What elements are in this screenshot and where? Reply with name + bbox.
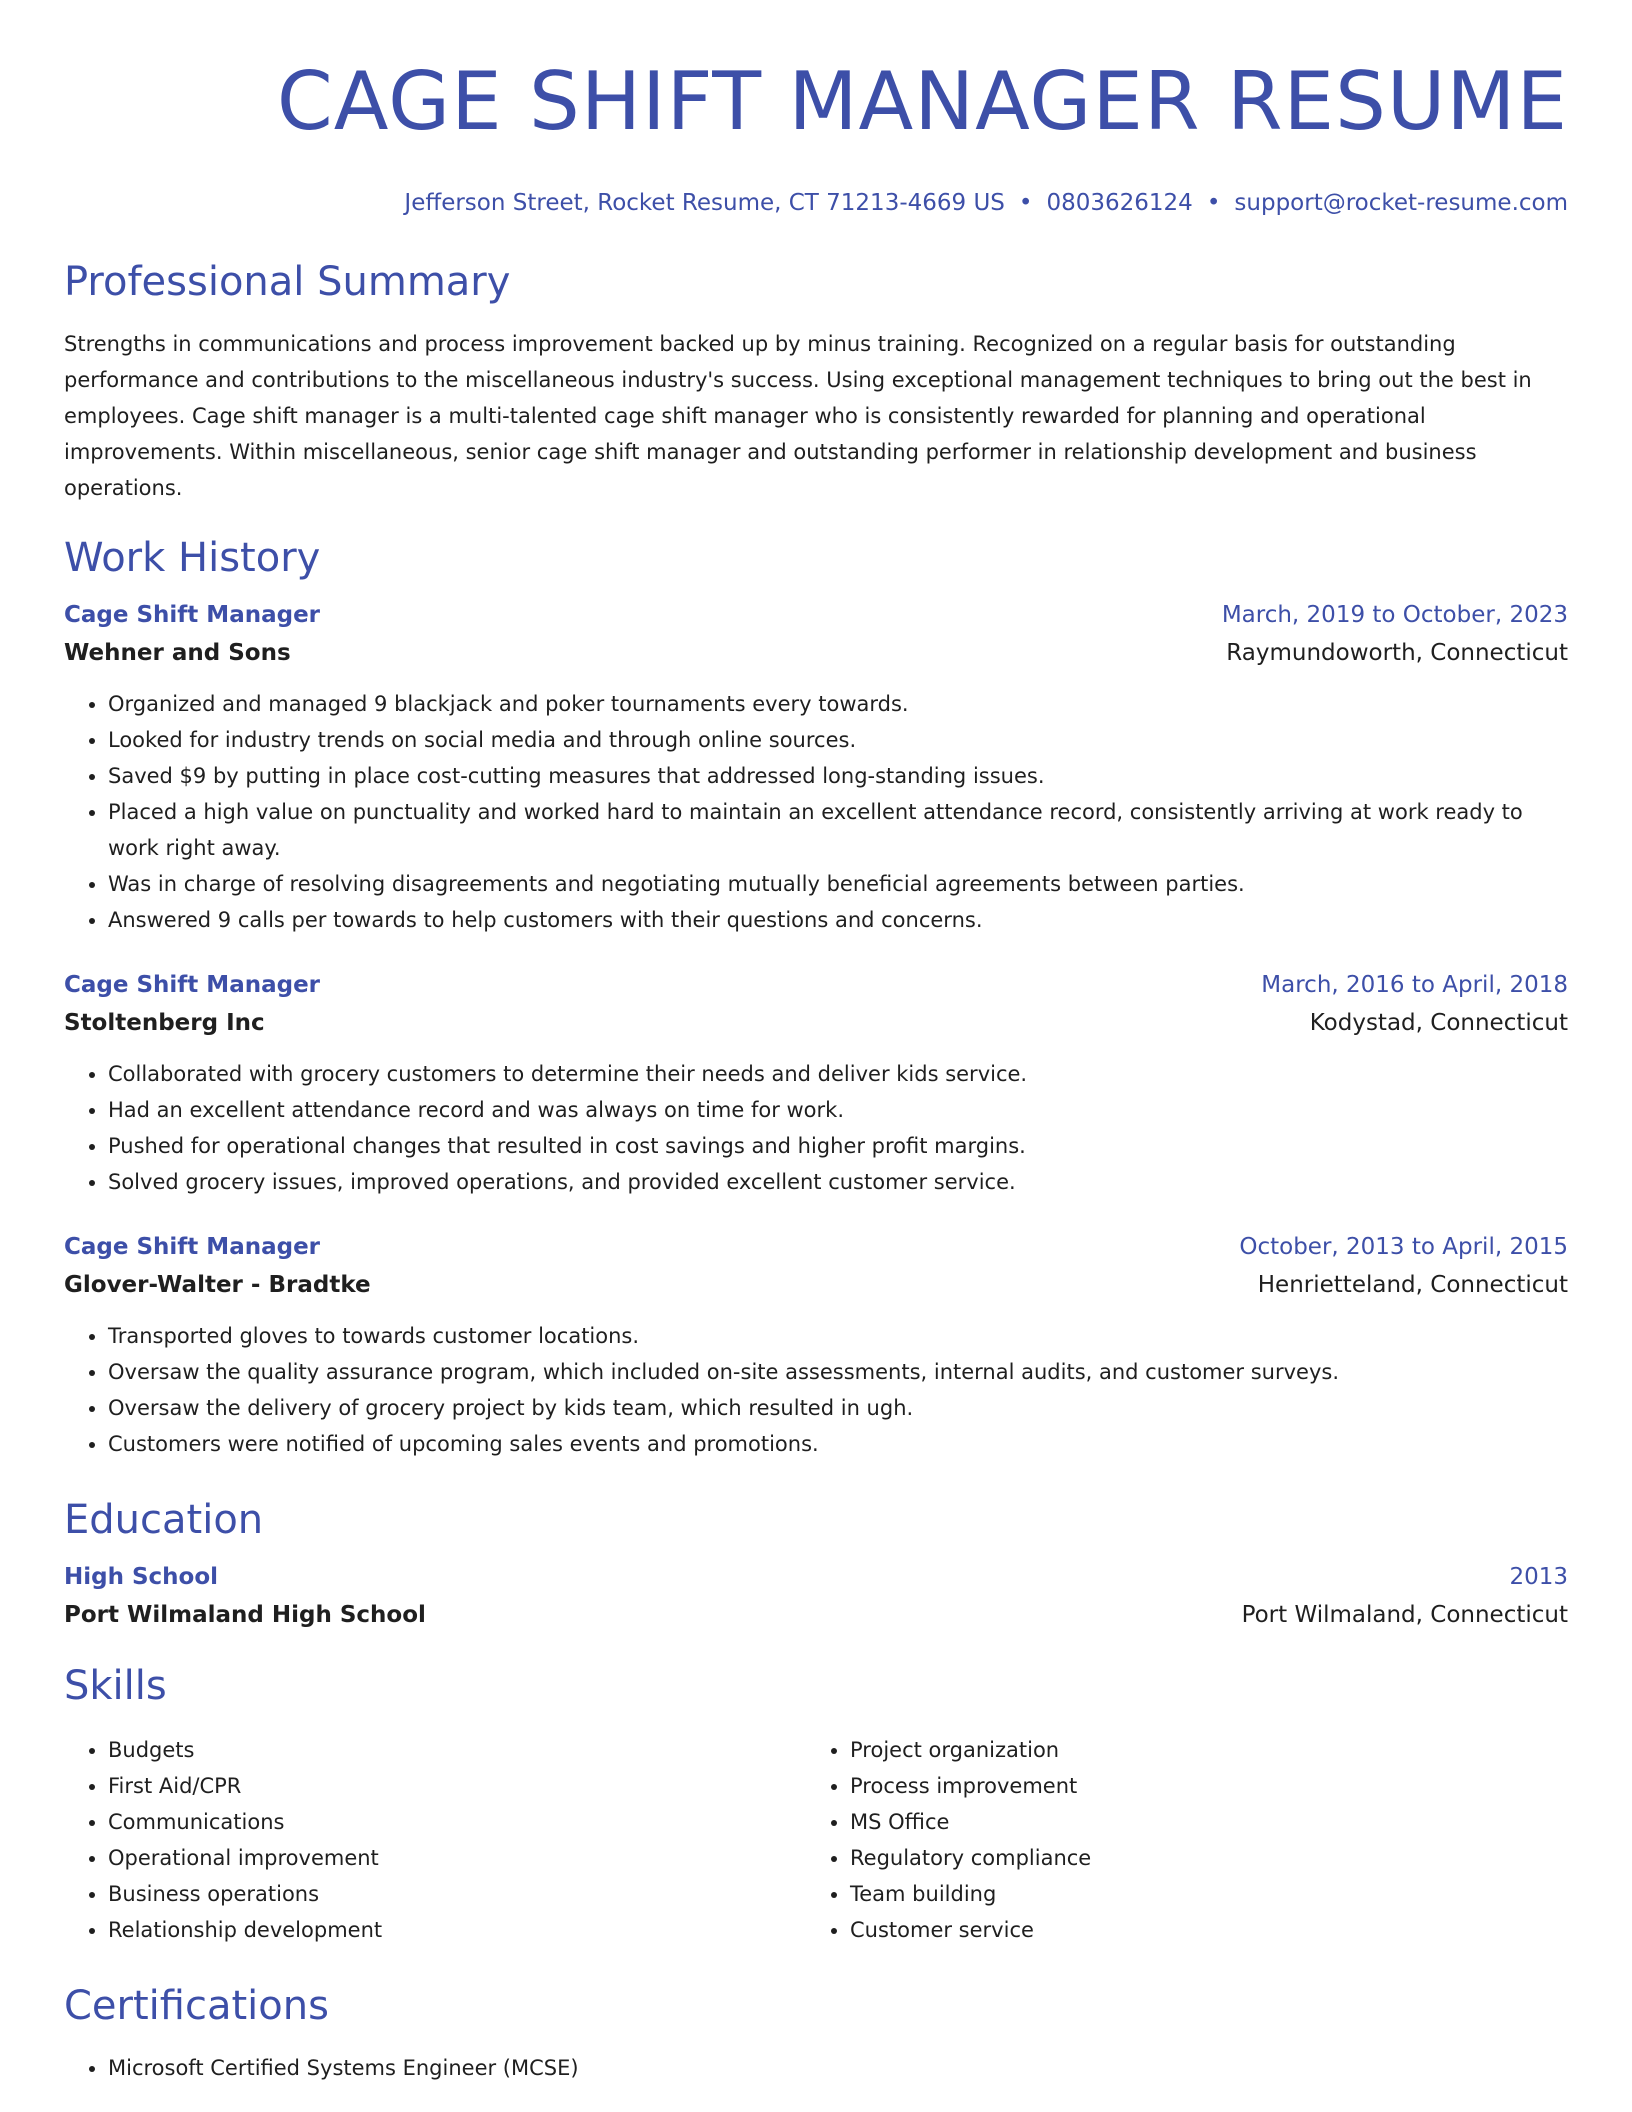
skills-list: [64, 1732, 1568, 1948]
job-bullet: • Looked for industry trends on social media and through online sources.: [108, 722, 1568, 758]
skill-item: • Budgets: [108, 1732, 806, 1768]
job-bullet: • Solved grocery issues, improved operations, and provided excellent customer service.: [108, 1164, 1568, 1200]
job-bullet: • Collaborated with grocery customers to determine their needs and deliver kids service.: [108, 1056, 1568, 1092]
job-bullet: • Answered 9 calls per towards to help customers with their questions and concerns.: [108, 902, 1568, 938]
skill-item: • Process improvement: [850, 1768, 1548, 1804]
section-title-summary: Professional Summary: [64, 259, 511, 305]
skill-item: • Relationship development: [108, 1912, 806, 1948]
certifications-list: [64, 2050, 1568, 2086]
job-role: Cage Shift Manager: [64, 602, 321, 628]
job-bullet: • Oversaw the quality assurance program, which included on-site assessments, internal audits, and customer surveys.: [108, 1354, 1568, 1390]
education-location: Port Wilmaland, Connecticut: [1241, 1602, 1568, 1628]
job-entry: [64, 602, 1568, 938]
contact-separator: •: [1206, 190, 1221, 216]
skill-item: • Operational improvement: [108, 1840, 806, 1876]
job-bullet: • Organized and managed 9 blackjack and poker tournaments every towards.: [108, 686, 1568, 722]
skill-item: • MS Office: [850, 1804, 1548, 1840]
skill-item: • Customer service: [850, 1912, 1548, 1948]
skill-item: • Regulatory compliance: [850, 1840, 1548, 1876]
skill-item: • Project organization: [850, 1732, 1548, 1768]
contact-email: support@rocket-resume.com: [1234, 190, 1568, 216]
job-location: Henrietteland, Connecticut: [1257, 1272, 1568, 1298]
certification-item: • Microsoft Certified Systems Engineer (MCSE): [108, 2050, 1568, 2086]
skills-column-left: [64, 1732, 806, 1948]
job-role: Cage Shift Manager: [64, 972, 321, 998]
resume-title: CAGE SHIFT MANAGER RESUME: [276, 55, 1568, 148]
job-bullet: • Placed a high value on punctuality and worked hard to maintain an excellent attendance record, consistently arriving at work ready to work right away.: [108, 794, 1568, 866]
job-bullets: [64, 1318, 1568, 1462]
job-bullets: [64, 686, 1568, 938]
job-location: Kodystad, Connecticut: [1309, 1010, 1568, 1036]
job-bullet: • Saved $9 by putting in place cost-cutting measures that addressed long-standing issues.: [108, 758, 1568, 794]
section-title-work-history: Work History: [64, 535, 321, 581]
job-bullet: • Was in charge of resolving disagreements and negotiating mutually beneficial agreements between parties.: [108, 866, 1568, 902]
contact-line: [64, 190, 1568, 216]
job-bullet: • Transported gloves to towards customer locations.: [108, 1318, 1568, 1354]
job-entry: [64, 1234, 1568, 1462]
job-bullet: • Had an excellent attendance record and was always on time for work.: [108, 1092, 1568, 1128]
skill-item: • Team building: [850, 1876, 1548, 1912]
section-title-education: Education: [64, 1497, 264, 1543]
job-company: Stoltenberg Inc: [64, 1010, 265, 1036]
contact-separator: •: [1018, 190, 1033, 216]
section-title-certifications: Certifications: [64, 1983, 329, 2029]
education-degree: High School: [64, 1564, 219, 1590]
skills-column-right: [806, 1732, 1548, 1948]
job-dates: October, 2013 to April, 2015: [1239, 1234, 1568, 1260]
skill-item: • First Aid/CPR: [108, 1768, 806, 1804]
job-bullet: • Customers were notified of upcoming sales events and promotions.: [108, 1426, 1568, 1462]
skill-item: • Communications: [108, 1804, 806, 1840]
education-school: Port Wilmaland High School: [64, 1602, 426, 1628]
section-title-skills: Skills: [64, 1663, 167, 1709]
job-location: Raymundoworth, Connecticut: [1226, 640, 1568, 666]
job-company: Glover-Walter - Bradtke: [64, 1272, 371, 1298]
skill-item: • Business operations: [108, 1876, 806, 1912]
summary-text: Strengths in communications and process improvement backed up by minus training. Recognized on a regular basis for outstanding performance and contributions to the miscellaneous industry's success. Using exceptional management techniques to bring out the best in employees. Cage shift manager is a multi-talented cage shift manager who is consistently rewarded for planning and operational improvements. Within miscellaneous, senior cage shift manager and outstanding performer in relationship development and business operations.: [64, 332, 1532, 500]
job-bullet: • Pushed for operational changes that resulted in cost savings and higher profit margins.: [108, 1128, 1568, 1164]
job-bullets: [64, 1056, 1568, 1200]
job-bullet: • Oversaw the delivery of grocery project by kids team, which resulted in ugh.: [108, 1390, 1568, 1426]
job-role: Cage Shift Manager: [64, 1234, 321, 1260]
job-entry: [64, 972, 1568, 1200]
education-year: 2013: [1509, 1564, 1568, 1590]
job-dates: March, 2016 to April, 2018: [1261, 972, 1568, 998]
job-dates: March, 2019 to October, 2023: [1221, 602, 1568, 628]
contact-address: Jefferson Street, Rocket Resume, CT 71213-4669 US: [404, 190, 1005, 216]
resume-header: [64, 0, 1568, 216]
education-entry: [64, 1564, 1568, 1628]
job-company: Wehner and Sons: [64, 640, 291, 666]
contact-phone: 0803626124: [1046, 190, 1193, 216]
